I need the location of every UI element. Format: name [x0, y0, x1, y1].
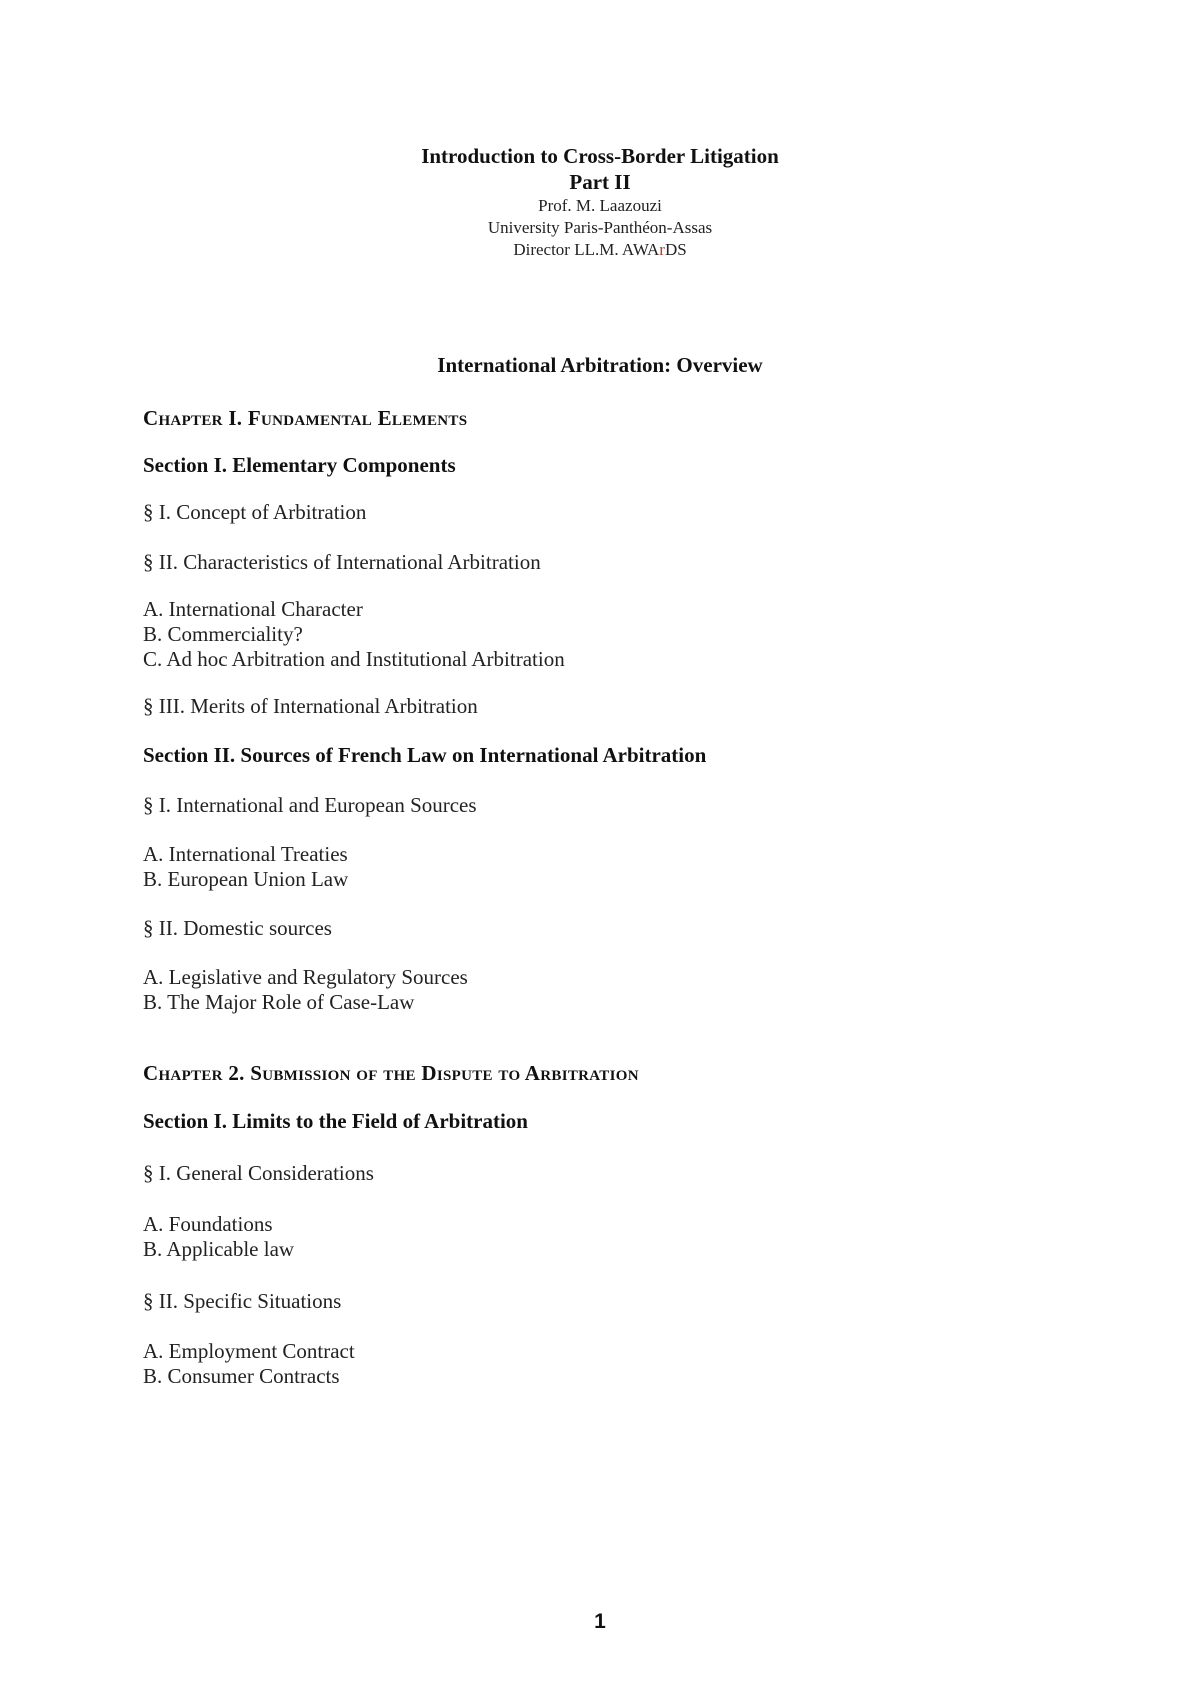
list-item: C. Ad hoc Arbitration and Institutional Arbitration — [143, 647, 565, 671]
chapter-1-title: Chapter I. Fundamental Elements — [143, 406, 468, 430]
director-accent-letter: r — [659, 240, 665, 259]
chapter-1-section-2-para-1: § I. International and European Sources — [143, 793, 477, 817]
list-item: A. International Character — [143, 597, 363, 621]
chapter-2-section-1-para-2: § II. Specific Situations — [143, 1289, 342, 1313]
chapter-1-section-1-para-2: § II. Characteristics of International Arbitration — [143, 550, 541, 574]
chapter-1-section-1-para-1: § I. Concept of Arbitration — [143, 500, 367, 524]
director-suffix: DS — [664, 240, 687, 259]
director-prefix: Director LL.M. AWA — [513, 240, 660, 259]
list-item: B. Commerciality? — [143, 622, 303, 646]
list-item: A. Foundations — [143, 1212, 273, 1236]
director-line — [0, 239, 1200, 261]
list-item: A. International Treaties — [143, 842, 348, 866]
document-title: Introduction to Cross-Border Litigation — [421, 144, 779, 168]
list-item: A. Employment Contract — [143, 1339, 355, 1363]
page-number: 1 — [594, 1610, 606, 1633]
list-item: B. Consumer Contracts — [143, 1364, 340, 1388]
chapter-1-section-2-para-2: § II. Domestic sources — [143, 916, 332, 940]
document-part: Part II — [569, 170, 631, 194]
document-header — [0, 143, 1200, 261]
list-item: A. Legislative and Regulatory Sources — [143, 965, 468, 989]
chapter-2-section-1-para-1: § I. General Considerations — [143, 1161, 374, 1185]
chapter-2-title: Chapter 2. Submission of the Dispute to Arbitration — [143, 1061, 639, 1085]
chapter-1-section-1-para-3: § III. Merits of International Arbitration — [143, 694, 478, 718]
chapter-2-section-1-title: Section I. Limits to the Field of Arbitration — [143, 1109, 528, 1133]
list-item: B. The Major Role of Case-Law — [143, 990, 415, 1014]
list-item: B. European Union Law — [143, 867, 349, 891]
chapter-1-section-2-title: Section II. Sources of French Law on International Arbitration — [143, 743, 707, 767]
university-line: University Paris-Panthéon-Assas — [487, 218, 713, 237]
author-line: Prof. M. Laazouzi — [538, 196, 662, 215]
overview-title: International Arbitration: Overview — [437, 353, 763, 377]
chapter-1-section-1-title: Section I. Elementary Components — [143, 453, 456, 477]
list-item: B. Applicable law — [143, 1237, 295, 1261]
